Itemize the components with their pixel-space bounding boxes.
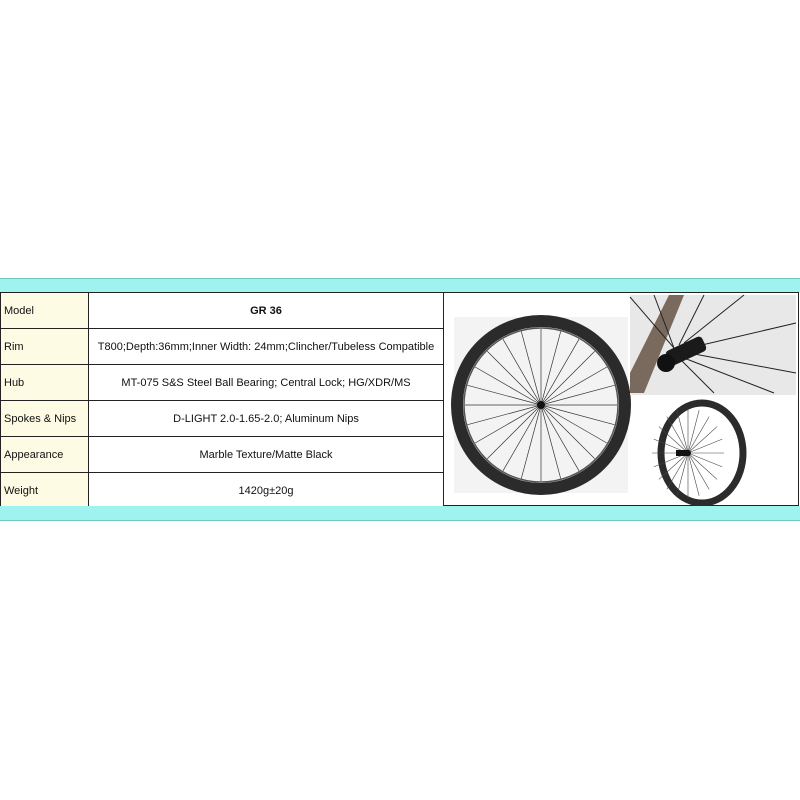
spec-value: D-LIGHT 2.0-1.65-2.0; Aluminum Nips xyxy=(89,401,444,437)
spec-row-rim xyxy=(1,329,444,365)
spoke xyxy=(677,453,688,496)
spoke xyxy=(688,453,717,479)
spec-label: Hub xyxy=(1,365,89,401)
spec-label: Appearance xyxy=(1,437,89,473)
spoke xyxy=(688,453,709,489)
spoke xyxy=(688,439,722,453)
spoke xyxy=(688,417,709,453)
spoke xyxy=(677,410,688,453)
spoke xyxy=(688,453,699,496)
spec-row-spokes xyxy=(1,401,444,437)
spec-value: 1420g±20g xyxy=(89,473,444,509)
top-band xyxy=(0,278,800,293)
hub-closeup-photo xyxy=(630,295,796,395)
spec-value: T800;Depth:36mm;Inner Width: 24mm;Clincher/Tubeless Compatible xyxy=(89,329,444,365)
spec-row-hub xyxy=(1,365,444,401)
spec-label: Rim xyxy=(1,329,89,365)
spec-label: Spokes & Nips xyxy=(1,401,89,437)
spec-value: MT-075 S&S Steel Ball Bearing; Central Lock; HG/XDR/MS xyxy=(89,365,444,401)
wheel-angled-photo xyxy=(652,403,743,503)
spec-label: Weight xyxy=(1,473,89,509)
wheel-front-photo xyxy=(454,317,628,493)
spoke xyxy=(667,417,688,453)
spec-label: Model xyxy=(1,293,89,329)
spoke xyxy=(688,427,717,453)
spec-table xyxy=(0,292,444,509)
spec-value: GR 36 xyxy=(89,293,444,329)
bottom-band xyxy=(0,506,800,521)
spoke xyxy=(688,453,722,467)
product-photos xyxy=(444,293,799,507)
spec-row-model xyxy=(1,293,444,329)
spec-row-appearance xyxy=(1,437,444,473)
spec-row-weight xyxy=(1,473,444,509)
product-photo-cell xyxy=(444,292,799,506)
spoke xyxy=(688,410,699,453)
spec-value: Marble Texture/Matte Black xyxy=(89,437,444,473)
spoke xyxy=(667,453,688,489)
